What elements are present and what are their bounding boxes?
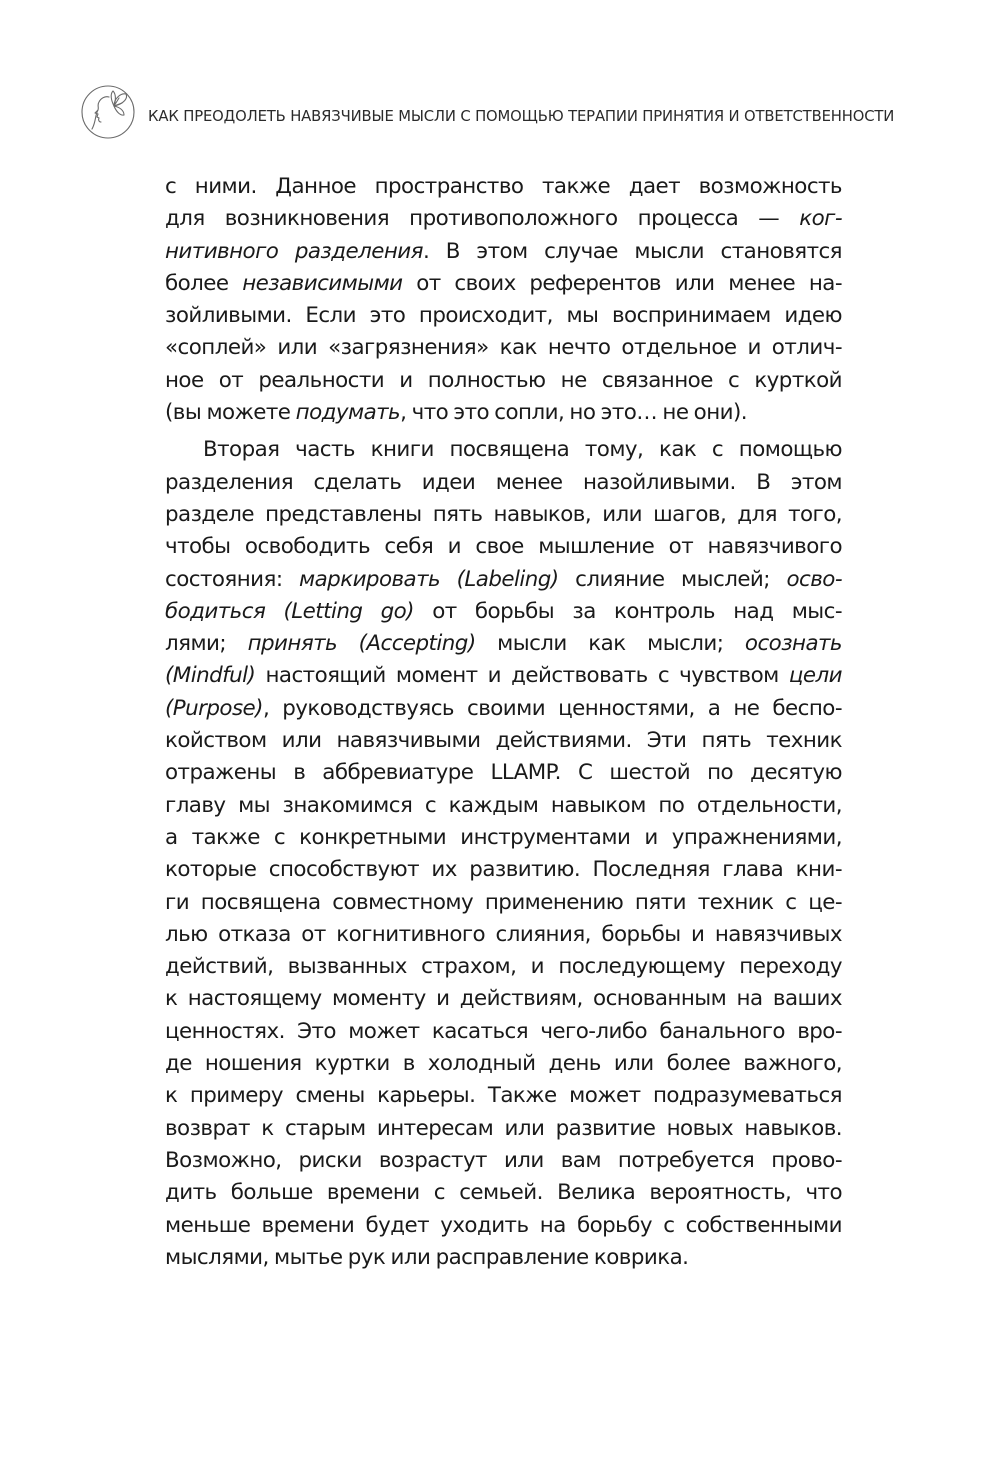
text-line — [165, 1016, 842, 1048]
italic-text: бодиться (Letting go) — [165, 598, 414, 624]
text-run: Вторая часть книги посвящена тому, как с помощью — [203, 437, 842, 463]
text-line — [165, 1113, 842, 1145]
text-run: от борьбы за контроль над мыс- — [413, 598, 842, 624]
text-run: к настоящему моменту и действиям, основанным на ваших — [165, 986, 842, 1012]
italic-text: осво- — [786, 566, 842, 592]
text-line — [165, 300, 842, 332]
body-text — [165, 171, 842, 1274]
italic-text: (Mindful) — [165, 663, 256, 689]
italic-text: ког- — [799, 206, 842, 232]
text-run: ное от реальности и полностью не связанное с курткой — [165, 367, 842, 393]
text-run: возврат к старым интересам или развитие новых навыков. — [165, 1115, 842, 1141]
italic-text: осознать — [744, 631, 842, 657]
text-line — [165, 983, 842, 1015]
italic-text: цели — [788, 663, 842, 689]
text-line — [165, 397, 842, 429]
text-line — [165, 854, 842, 886]
italic-text: (Purpose) — [165, 695, 263, 721]
text-run: «соплей» или «загрязнения» как нечто отдельное и отлич- — [165, 335, 842, 361]
text-line — [165, 332, 842, 364]
text-run: лью отказа от когнитивного слияния, борьбы и навязчивых — [165, 921, 842, 947]
text-run: чтобы освободить себя и свое мышление от навязчивого — [165, 534, 842, 560]
running-header — [78, 82, 938, 142]
text-line — [165, 203, 842, 235]
text-run: с ними. Данное пространство также дает возможность — [165, 174, 842, 199]
text-run: к примеру смены карьеры. Также может подразумеваться — [165, 1083, 842, 1109]
text-line — [165, 596, 842, 628]
text-line — [165, 365, 842, 397]
text-line — [165, 564, 842, 596]
text-line — [165, 1145, 842, 1177]
text-run: настоящий момент и действовать с чувством — [255, 663, 789, 689]
italic-text: нитивного разделения — [165, 238, 423, 264]
text-run: ги посвящена совместному применению пяти техник с це- — [165, 889, 842, 915]
text-run: , руководствуясь своими ценностями, а не беспо- — [262, 695, 842, 721]
text-line — [165, 1048, 842, 1080]
text-run: которые способствуют их развитию. Последняя глава кни- — [165, 857, 842, 883]
text-run: мыслями, мытье рук или расправление коврика. — [165, 1244, 689, 1270]
text-line — [165, 268, 842, 300]
text-run: действий, вызванных страхом, и последующему переходу — [165, 954, 842, 980]
text-run: зойливыми. Если это происходит, мы воспринимаем идею — [165, 303, 842, 329]
text-line — [165, 1080, 842, 1112]
italic-text: подумать — [295, 400, 401, 426]
text-line — [165, 499, 842, 531]
text-run: отражены в аббревиатуре LLAMP. С шестой по десятую — [165, 760, 842, 786]
text-run: де ношения куртки в холодный день или более важного, — [165, 1051, 842, 1077]
text-run: разделения сделать идеи менее назойливыми. В этом — [165, 469, 842, 495]
text-run: дить больше времени с семьей. Велика вероятность, что — [165, 1180, 842, 1206]
text-line — [165, 919, 842, 951]
text-line — [165, 531, 842, 563]
text-run: (вы можете — [165, 400, 296, 426]
text-run: слияние мыслей; — [558, 566, 787, 592]
text-line — [165, 467, 842, 499]
text-line — [165, 1242, 842, 1274]
text-line — [165, 628, 842, 660]
text-line — [165, 1210, 842, 1242]
text-line — [165, 757, 842, 789]
italic-text: принять (Accepting) — [247, 631, 476, 657]
text-run: . В этом случае мысли становятся — [422, 238, 842, 264]
italic-text: маркировать (Labeling) — [299, 566, 559, 592]
text-run: койством или навязчивыми действиями. Эти пять техник — [165, 728, 842, 754]
text-run: Возможно, риски возрастут или вам потребуется прово- — [165, 1147, 842, 1173]
text-line — [165, 951, 842, 983]
text-line — [165, 171, 842, 203]
text-run: меньше времени будет уходить на борьбу с собственными — [165, 1212, 842, 1238]
text-line — [165, 434, 842, 466]
text-run: состояния: — [165, 566, 300, 592]
text-run: мысли как мысли; — [475, 631, 745, 657]
text-run: а также с конкретными инструментами и упражнениями, — [165, 824, 842, 850]
text-run: более — [165, 270, 243, 296]
text-line — [165, 693, 842, 725]
text-line — [165, 1177, 842, 1209]
text-line — [165, 790, 842, 822]
text-run: разделе представлены пять навыков, или шагов, для того, — [165, 501, 842, 527]
text-run: для возникновения противоположного процесса — — [165, 206, 800, 232]
text-run: , что это сопли, но это… не они). — [400, 400, 748, 426]
text-line — [165, 822, 842, 854]
text-run: от своих референтов или менее на- — [402, 270, 842, 296]
text-run: лями; — [165, 631, 248, 657]
text-run: главу мы знакомимся с каждым навыком по отдельности, — [165, 792, 842, 818]
text-run: ценностях. Это может касаться чего-либо банального вро- — [165, 1018, 842, 1044]
header-title: КАК ПРЕОДОЛЕТЬ НАВЯЗЧИВЫЕ МЫСЛИ С ПОМОЩЬЮ ТЕРАПИИ ПРИНЯТИЯ И ОТВЕТСТВЕННОСТИ — [148, 108, 895, 125]
italic-text: независимыми — [242, 270, 403, 296]
text-line — [165, 236, 842, 268]
text-line — [165, 887, 842, 919]
butterfly-head-icon — [78, 82, 138, 142]
text-line — [165, 660, 842, 692]
text-line — [165, 725, 842, 757]
